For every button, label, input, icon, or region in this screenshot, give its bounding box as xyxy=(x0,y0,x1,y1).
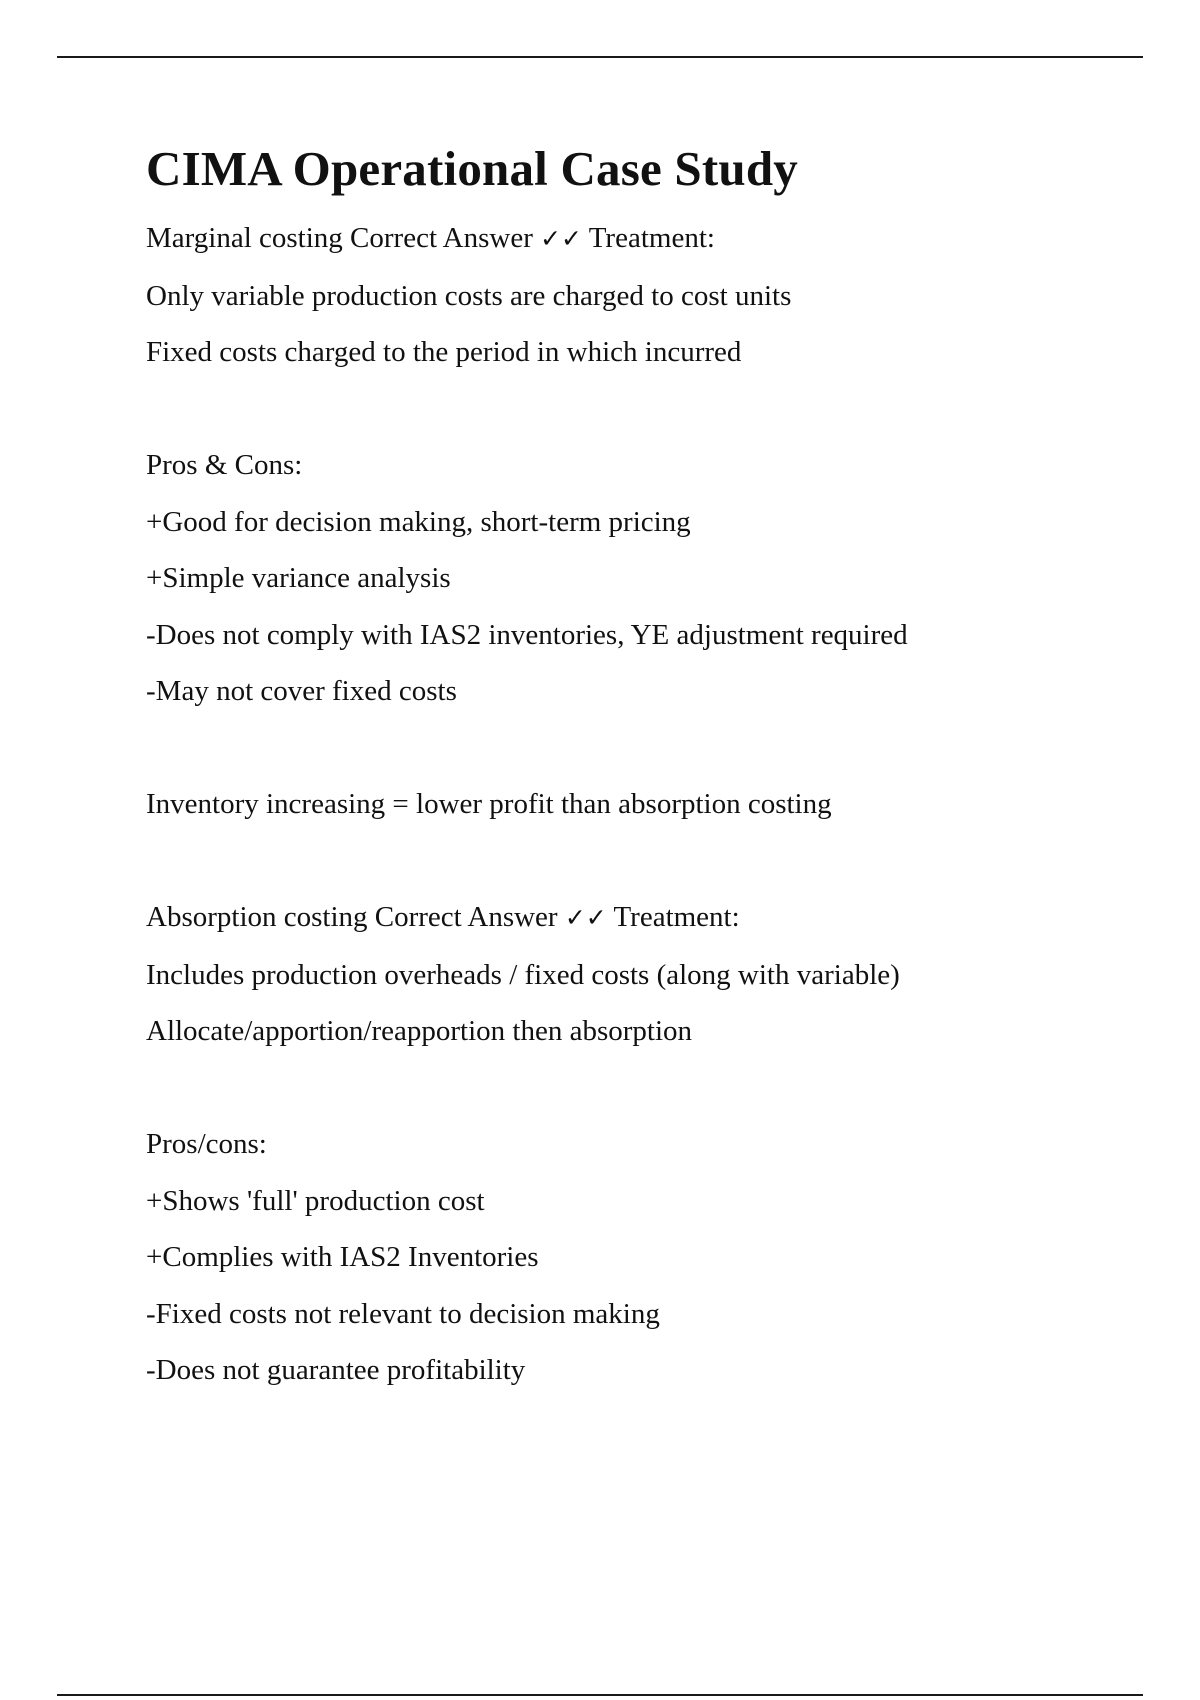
checkmark-icon: ✓✓ xyxy=(540,224,583,253)
marginal-treatment-line: Only variable production costs are charged to cost units xyxy=(146,279,792,312)
marginal-con-item: -May not cover fixed costs xyxy=(146,675,457,707)
marginal-treatment-line: Fixed costs charged to the period in which incurred xyxy=(146,336,742,368)
spacer xyxy=(146,720,1106,777)
spacer xyxy=(146,1060,1106,1117)
spacer xyxy=(146,381,1106,438)
absorption-con-item: -Does not guarantee profitability xyxy=(146,1354,526,1386)
absorption-costing-heading xyxy=(146,889,1106,947)
marginal-pros-cons-label: Pros & Cons: xyxy=(146,449,303,481)
document-title: CIMA Operational Case Study xyxy=(146,141,798,196)
absorption-pros-cons-label: Pros/cons: xyxy=(146,1128,267,1160)
absorption-heading-prefix: Absorption costing Correct Answer xyxy=(146,901,565,933)
header-rule xyxy=(57,56,1143,58)
checkmark-icon: ✓✓ xyxy=(564,903,607,932)
document-body xyxy=(146,140,1106,1399)
absorption-pro-item: +Complies with IAS2 Inventories xyxy=(146,1241,539,1273)
absorption-treatment-line: Includes production overheads / fixed costs (along with variable) xyxy=(146,958,900,991)
marginal-pro-item: +Good for decision making, short-term pricing xyxy=(146,505,691,538)
marginal-note: Inventory increasing = lower profit than absorption costing xyxy=(146,788,832,820)
absorption-treatment-line: Allocate/apportion/reapportion then absorption xyxy=(146,1015,693,1047)
marginal-costing-heading xyxy=(146,210,1106,268)
marginal-pro-item: +Simple variance analysis xyxy=(146,562,451,594)
absorption-con-item: -Fixed costs not relevant to decision making xyxy=(146,1297,660,1330)
absorption-heading-suffix: Treatment: xyxy=(606,901,740,933)
marginal-con-item: -Does not comply with IAS2 inventories, YE adjustment required xyxy=(146,618,908,651)
absorption-pro-item: +Shows 'full' production cost xyxy=(146,1184,485,1217)
spacer xyxy=(146,833,1106,890)
marginal-heading-suffix: Treatment: xyxy=(582,222,715,254)
footer-rule xyxy=(57,1694,1143,1696)
marginal-heading-prefix: Marginal costing Correct Answer xyxy=(146,222,541,254)
